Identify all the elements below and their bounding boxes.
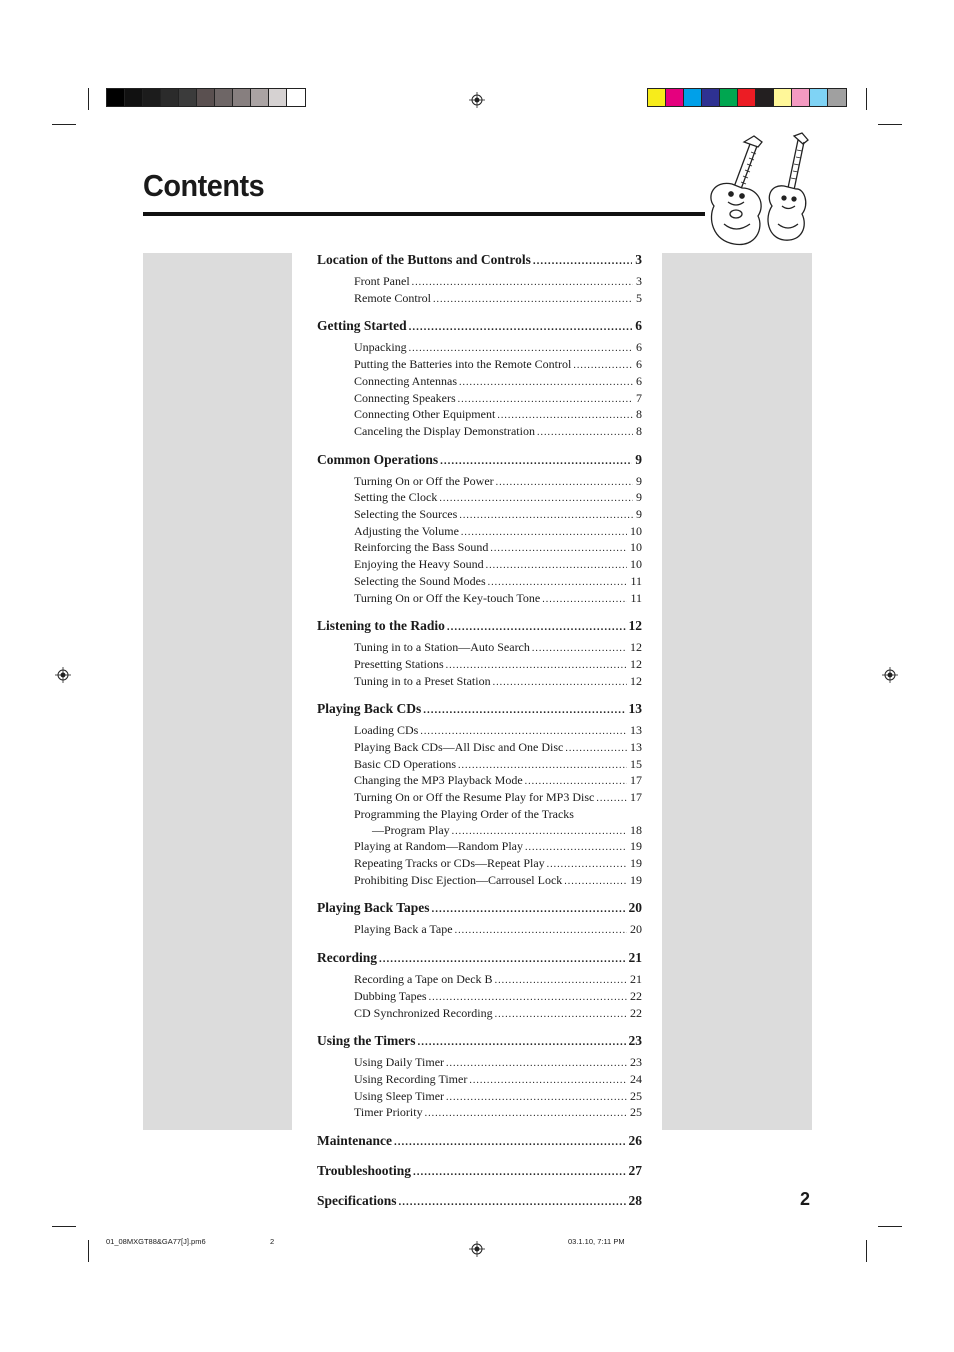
process-color-bar xyxy=(647,88,847,107)
toc-entry[interactable] xyxy=(354,757,642,774)
toc-page-number: 28 xyxy=(628,1193,642,1209)
registration-mark-icon xyxy=(469,1241,485,1257)
toc-entry[interactable] xyxy=(354,1006,642,1023)
toc-entry[interactable] xyxy=(354,591,642,608)
toc-section-entry[interactable] xyxy=(317,1161,642,1182)
title-rule xyxy=(143,212,705,216)
toc-entry-title: Selecting the Sources xyxy=(354,507,458,522)
toc-page-number: 10 xyxy=(630,557,642,572)
toc-entry-title: Prohibiting Disc Ejection—Carrousel Lock xyxy=(354,872,563,887)
toc-entry-title: Tuning in to a Station—Auto Search xyxy=(354,640,530,655)
leader-dots xyxy=(394,1133,626,1152)
toc-section xyxy=(317,1031,642,1122)
toc-page-number: 8 xyxy=(636,423,642,438)
toc-section-entry[interactable] xyxy=(317,1131,642,1152)
toc-entry-title: Canceling the Display Demonstration xyxy=(354,423,535,438)
toc-page-number: 20 xyxy=(630,922,642,937)
leader-dots xyxy=(486,558,627,574)
leader-dots xyxy=(496,475,633,491)
color-swatch xyxy=(215,89,233,106)
color-swatch xyxy=(648,89,666,106)
toc-page-number: 19 xyxy=(630,855,642,870)
toc-page-number: 21 xyxy=(630,972,642,987)
color-swatch xyxy=(251,89,269,106)
crop-mark xyxy=(52,124,76,125)
leader-dots xyxy=(533,252,632,271)
toc-entry[interactable] xyxy=(354,972,642,989)
toc-entry-title: Connecting Speakers xyxy=(354,390,456,405)
leader-dots xyxy=(420,724,627,740)
leader-dots xyxy=(537,425,633,441)
toc-entry-title: Tuning in to a Preset Station xyxy=(354,673,491,688)
toc-subentries xyxy=(317,972,642,1022)
toc-entry[interactable] xyxy=(354,557,642,574)
toc-section-title: Listening to the Radio xyxy=(317,618,445,634)
color-swatch xyxy=(269,89,287,106)
toc-entry[interactable] xyxy=(354,839,642,856)
leader-dots xyxy=(458,758,627,774)
toc-section-entry[interactable] xyxy=(317,1191,642,1212)
toc-entry-title: Turning On or Off the Key-touch Tone xyxy=(354,590,541,605)
toc-page-number: 13 xyxy=(628,701,642,717)
toc-section-title: Using the Timers xyxy=(317,1033,416,1049)
toc-entry-title: Recording a Tape on Deck B xyxy=(354,972,493,987)
toc-page-number: 17 xyxy=(630,790,642,805)
toc-entry-title: CD Synchronized Recording xyxy=(354,1005,493,1020)
toc-page-number: 11 xyxy=(630,590,642,605)
toc-entry[interactable] xyxy=(354,340,642,357)
color-swatch xyxy=(197,89,215,106)
toc-page-number: 17 xyxy=(630,773,642,788)
toc-page-number: 27 xyxy=(628,1163,642,1179)
leader-dots xyxy=(425,1106,627,1122)
toc-entry-title: Adjusting the Volume xyxy=(354,523,459,538)
toc-section-entry[interactable] xyxy=(317,898,642,919)
leader-dots xyxy=(497,408,633,424)
leader-dots xyxy=(432,900,626,919)
toc-page-number: 8 xyxy=(636,407,642,422)
leader-dots xyxy=(596,791,627,807)
toc-entry-title: Selecting the Sound Modes xyxy=(354,573,486,588)
toc-subentries xyxy=(317,640,642,690)
registration-mark-icon xyxy=(882,667,898,683)
toc-section-title: Location of the Buttons and Controls xyxy=(317,252,531,267)
color-swatch xyxy=(792,89,810,106)
toc-section xyxy=(317,1161,642,1182)
color-swatch xyxy=(125,89,143,106)
toc-section-entry[interactable] xyxy=(317,1031,642,1052)
leader-dots xyxy=(525,840,627,856)
toc-entry-title: Remote Control xyxy=(354,290,431,305)
toc-entry[interactable] xyxy=(354,823,642,840)
toc-page-number: 24 xyxy=(630,1071,642,1086)
crop-mark xyxy=(52,1226,76,1227)
leader-dots xyxy=(573,358,633,374)
leader-dots xyxy=(439,491,633,507)
toc-entry-title: Using Sleep Timer xyxy=(354,1088,445,1103)
toc-entry[interactable] xyxy=(354,1105,642,1122)
leader-dots xyxy=(461,525,627,541)
color-swatch xyxy=(756,89,774,106)
toc-page-number: 5 xyxy=(636,290,642,305)
color-swatch xyxy=(828,89,846,106)
toc-entry-title: Using Recording Timer xyxy=(354,1071,468,1086)
right-shaded-panel xyxy=(662,253,812,1130)
toc-entry-title: Basic CD Operations xyxy=(354,756,456,771)
toc-entry[interactable] xyxy=(354,291,642,308)
footer-filename: 01_08MXGT88&GA77[J].pm6 xyxy=(106,1237,206,1246)
toc-section-title: Getting Started xyxy=(317,318,407,334)
toc-subentries xyxy=(317,1055,642,1122)
toc-entry-title: Playing at Random—Random Play xyxy=(354,839,523,854)
toc-entry[interactable] xyxy=(354,507,642,524)
crop-mark xyxy=(866,88,867,110)
toc-page-number: 12 xyxy=(630,640,642,655)
toc-page-number: 19 xyxy=(630,839,642,854)
color-swatch xyxy=(666,89,684,106)
toc-entry-title: Changing the MP3 Playback Mode xyxy=(354,773,523,788)
toc-page-number: 12 xyxy=(628,618,642,634)
toc-entry-title: Setting the Clock xyxy=(354,490,438,505)
footer-timestamp: 03.1.10, 7:11 PM xyxy=(568,1237,625,1246)
toc-page-number: 3 xyxy=(636,274,642,288)
toc-page-number: 23 xyxy=(630,1055,642,1070)
toc-entry[interactable] xyxy=(354,424,642,441)
toc-subentries xyxy=(317,922,642,939)
toc-page-number: 18 xyxy=(630,822,642,837)
toc-section-entry[interactable] xyxy=(317,616,642,637)
toc-page-number: 3 xyxy=(635,252,642,267)
toc-entry[interactable] xyxy=(354,989,642,1006)
toc-page-number: 6 xyxy=(636,373,642,388)
toc-entry[interactable] xyxy=(354,540,642,557)
toc-section-title: Recording xyxy=(317,950,377,966)
toc-entry-title: Programming the Playing Order of the Tracks xyxy=(354,806,574,821)
leader-dots xyxy=(542,592,627,608)
toc-entry[interactable] xyxy=(354,807,642,823)
toc-entry[interactable] xyxy=(354,657,642,674)
toc-page-number: 15 xyxy=(630,756,642,771)
toc-entry-title: Repeating Tracks or CDs—Repeat Play xyxy=(354,855,545,870)
toc-entry-title: Enjoying the Heavy Sound xyxy=(354,557,484,572)
color-swatch xyxy=(143,89,161,106)
toc-section-entry[interactable] xyxy=(317,450,642,471)
grayscale-color-bar xyxy=(106,88,306,107)
toc-entry[interactable] xyxy=(354,723,642,740)
leader-dots xyxy=(399,1193,626,1212)
leader-dots xyxy=(379,950,626,969)
toc-page-number: 23 xyxy=(628,1033,642,1049)
toc-entry-title: Loading CDs xyxy=(354,723,419,738)
leader-dots xyxy=(412,275,633,291)
toc-section xyxy=(317,450,642,608)
leader-dots xyxy=(459,508,633,524)
left-shaded-panel xyxy=(143,253,292,1130)
color-swatch xyxy=(179,89,197,106)
toc-entry[interactable] xyxy=(354,640,642,657)
toc-entry-title: Timer Priority xyxy=(354,1105,423,1120)
toc-page-number: 12 xyxy=(630,656,642,671)
toc-section xyxy=(317,250,642,307)
toc-section-title: Maintenance xyxy=(317,1133,392,1149)
toc-section-entry[interactable] xyxy=(317,948,642,969)
toc-page-number: 6 xyxy=(635,318,642,334)
color-swatch xyxy=(810,89,828,106)
color-swatch xyxy=(107,89,125,106)
toc-entry-title: Connecting Other Equipment xyxy=(354,407,496,422)
registration-mark-icon xyxy=(469,92,485,108)
toc-entry-title: Turning On or Off the Resume Play for MP3 Disc xyxy=(354,790,595,805)
page-title: Contents xyxy=(143,168,265,203)
guitar-characters-icon xyxy=(704,132,814,247)
leader-dots xyxy=(564,874,627,890)
crop-mark xyxy=(88,1240,89,1262)
toc-entry[interactable] xyxy=(354,922,642,939)
toc-subentries xyxy=(317,340,642,440)
toc-section-title: Common Operations xyxy=(317,451,439,467)
toc-entry[interactable] xyxy=(354,490,642,507)
toc-section-title: Specifications xyxy=(317,1193,397,1209)
toc-page-number: 6 xyxy=(636,340,642,355)
toc-entry[interactable] xyxy=(354,274,642,291)
toc-entry[interactable] xyxy=(354,407,642,424)
toc-page-number: 26 xyxy=(628,1133,642,1149)
toc-page-number: 13 xyxy=(630,740,642,755)
toc-section xyxy=(317,1131,642,1152)
toc-page-number: 22 xyxy=(630,988,642,1003)
toc-entry[interactable] xyxy=(354,474,642,491)
leader-dots xyxy=(495,973,627,989)
toc-page-number: 21 xyxy=(628,950,642,966)
color-swatch xyxy=(287,89,305,106)
leader-dots xyxy=(493,675,627,691)
toc-subentries xyxy=(317,274,642,307)
crop-mark xyxy=(866,1240,867,1262)
toc-entry-title: Dubbing Tapes xyxy=(354,988,427,1003)
leader-dots xyxy=(423,701,625,720)
leader-dots xyxy=(488,575,628,591)
toc-entry-title: Reinforcing the Bass Sound xyxy=(354,540,489,555)
toc-page-number: 9 xyxy=(636,473,642,488)
toc-entry[interactable] xyxy=(354,1055,642,1072)
toc-entry-title: Connecting Antennas xyxy=(354,373,457,388)
toc-entry-title: Front Panel xyxy=(354,274,410,288)
toc-page-number: 10 xyxy=(630,540,642,555)
toc-section xyxy=(317,616,642,690)
toc-entry-title: Using Daily Timer xyxy=(354,1055,445,1070)
toc-subentries xyxy=(317,474,642,608)
leader-dots xyxy=(433,292,633,308)
toc-entry[interactable] xyxy=(354,790,642,807)
leader-dots xyxy=(469,1073,627,1089)
leader-dots xyxy=(418,1033,626,1052)
leader-dots xyxy=(452,824,627,840)
toc-page-number: 20 xyxy=(628,900,642,916)
toc-page-number: 12 xyxy=(630,673,642,688)
toc-section xyxy=(317,699,642,889)
toc-section-title: Playing Back CDs xyxy=(317,701,422,717)
toc-entry-title: Unpacking xyxy=(354,340,407,355)
toc-entry[interactable] xyxy=(354,674,642,691)
toc-section-entry[interactable] xyxy=(317,699,642,720)
toc-entry[interactable] xyxy=(354,357,642,374)
footer-page: 2 xyxy=(270,1237,275,1246)
leader-dots xyxy=(429,990,627,1006)
toc-entry-title: Putting the Batteries into the Remote Control xyxy=(354,357,572,372)
color-swatch xyxy=(720,89,738,106)
registration-mark-icon xyxy=(55,667,71,683)
leader-dots xyxy=(490,541,627,557)
toc-entry[interactable] xyxy=(354,773,642,790)
leader-dots xyxy=(495,1007,627,1023)
toc-section-title: Troubleshooting xyxy=(317,1163,412,1179)
toc-section xyxy=(317,316,642,440)
color-swatch xyxy=(684,89,702,106)
leader-dots xyxy=(447,618,626,637)
toc-entry-title: Playing Back a Tape xyxy=(354,922,453,937)
leader-dots xyxy=(446,1090,627,1106)
toc-entry-title: Playing Back CDs—All Disc and One Disc xyxy=(354,740,564,755)
color-swatch xyxy=(161,89,179,106)
toc-page-number: 7 xyxy=(636,390,642,405)
toc-section-title: Playing Back Tapes xyxy=(317,900,430,916)
color-swatch xyxy=(702,89,720,106)
toc-entry-title: —Program Play xyxy=(372,822,450,837)
toc-section xyxy=(317,948,642,1022)
toc-entry[interactable] xyxy=(354,574,642,591)
toc-page-number: 9 xyxy=(635,451,642,467)
page-number: 2 xyxy=(800,1189,811,1209)
toc-entry-title: Presetting Stations xyxy=(354,656,444,671)
toc-page-number: 9 xyxy=(636,507,642,522)
toc-page-number: 19 xyxy=(630,872,642,887)
toc-page-number: 22 xyxy=(630,1005,642,1020)
toc-entry[interactable] xyxy=(354,524,642,541)
toc-page-number: 25 xyxy=(630,1105,642,1120)
toc-entry[interactable] xyxy=(354,374,642,391)
toc-entry-title: Turning On or Off the Power xyxy=(354,473,494,488)
toc-entry[interactable] xyxy=(354,1072,642,1089)
leader-dots xyxy=(525,774,627,790)
leader-dots xyxy=(413,1163,625,1182)
table-of-contents xyxy=(317,250,642,1221)
toc-section xyxy=(317,898,642,939)
leader-dots xyxy=(459,375,633,391)
leader-dots xyxy=(547,857,627,873)
leader-dots xyxy=(440,452,632,471)
toc-subentries xyxy=(317,723,642,889)
leader-dots xyxy=(446,658,627,674)
toc-page-number: 9 xyxy=(636,490,642,505)
toc-page-number: 25 xyxy=(630,1088,642,1103)
crop-mark xyxy=(878,1226,902,1227)
toc-page-number: 10 xyxy=(630,523,642,538)
color-swatch xyxy=(738,89,756,106)
leader-dots xyxy=(446,1056,627,1072)
toc-entry[interactable] xyxy=(354,391,642,408)
leader-dots xyxy=(565,741,627,757)
toc-entry[interactable] xyxy=(354,856,642,873)
toc-entry[interactable] xyxy=(354,873,642,890)
toc-page-number: 13 xyxy=(630,723,642,738)
color-swatch xyxy=(774,89,792,106)
toc-entry[interactable] xyxy=(354,1089,642,1106)
toc-section xyxy=(317,1191,642,1212)
crop-mark xyxy=(88,88,89,110)
leader-dots xyxy=(532,641,627,657)
toc-section-entry[interactable] xyxy=(317,250,642,271)
toc-page-number: 6 xyxy=(636,357,642,372)
leader-dots xyxy=(458,392,633,408)
crop-mark xyxy=(878,124,902,125)
leader-dots xyxy=(409,341,633,357)
toc-section-entry[interactable] xyxy=(317,316,642,337)
leader-dots xyxy=(409,318,633,337)
toc-entry[interactable] xyxy=(354,740,642,757)
leader-dots xyxy=(455,923,627,939)
toc-page-number: 11 xyxy=(630,573,642,588)
color-swatch xyxy=(233,89,251,106)
